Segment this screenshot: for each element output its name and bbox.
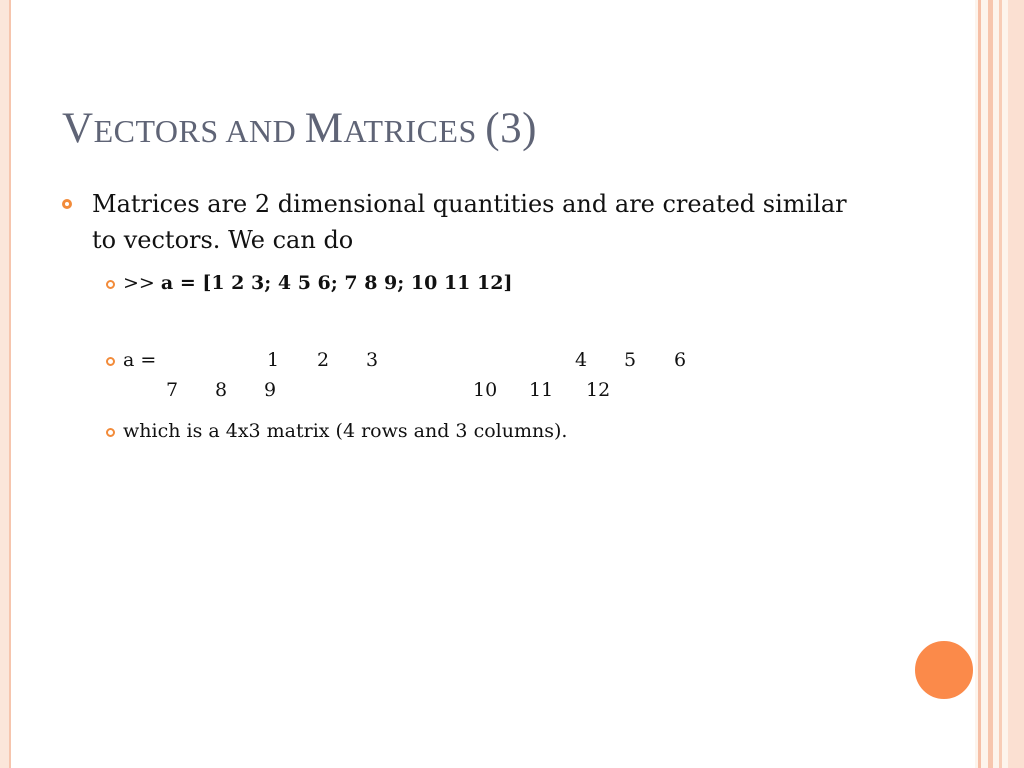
sub-bullet-matrix-description: which is a 4x3 matrix (4 rows and 3 columns). bbox=[123, 420, 568, 442]
sub-bullet-ring-icon bbox=[106, 357, 115, 366]
decor-stripe bbox=[988, 0, 993, 768]
matrix-cell: 8 bbox=[215, 379, 228, 401]
decor-stripe bbox=[999, 0, 1002, 768]
matrix-cell: 1 bbox=[267, 349, 280, 371]
matrix-cell: 12 bbox=[586, 379, 611, 401]
sub-bullet-ring-icon bbox=[106, 280, 115, 289]
left-border bbox=[0, 0, 11, 768]
matrix-cell: 7 bbox=[166, 379, 179, 401]
decor-circle bbox=[913, 639, 975, 701]
title-part-ectors: ECTORS AND bbox=[93, 113, 305, 149]
command-prompt: >> bbox=[123, 272, 155, 294]
decor-stripe bbox=[1008, 0, 1024, 768]
slide-title bbox=[62, 104, 537, 153]
matrix-cell: 5 bbox=[624, 349, 637, 371]
title-part-number: (3) bbox=[485, 105, 537, 152]
bullet-matrices-text: Matrices are 2 dimensional quantities and are created similar to vectors. We can do bbox=[92, 190, 847, 254]
sub-bullet-command bbox=[123, 268, 512, 298]
title-part-atrices: ATRICES bbox=[343, 113, 486, 149]
matrix-cell: 11 bbox=[529, 379, 554, 401]
matrix-cell: 6 bbox=[674, 349, 687, 371]
bullet-ring-icon bbox=[62, 199, 72, 209]
command-code: a = [1 2 3; 4 5 6; 7 8 9; 10 11 12] bbox=[160, 272, 513, 294]
matrix-cell: 4 bbox=[575, 349, 588, 371]
matrix-cell: 10 bbox=[473, 379, 498, 401]
title-cap-m: M bbox=[304, 105, 344, 152]
matrix-cell: 3 bbox=[366, 349, 379, 371]
title-cap-v: V bbox=[62, 105, 94, 152]
matrix-cell: 2 bbox=[317, 349, 330, 371]
matrix-label: a = bbox=[123, 349, 157, 371]
sub-bullet-ring-icon bbox=[106, 428, 115, 437]
matrix-cell: 9 bbox=[264, 379, 277, 401]
decor-stripe bbox=[978, 0, 981, 768]
